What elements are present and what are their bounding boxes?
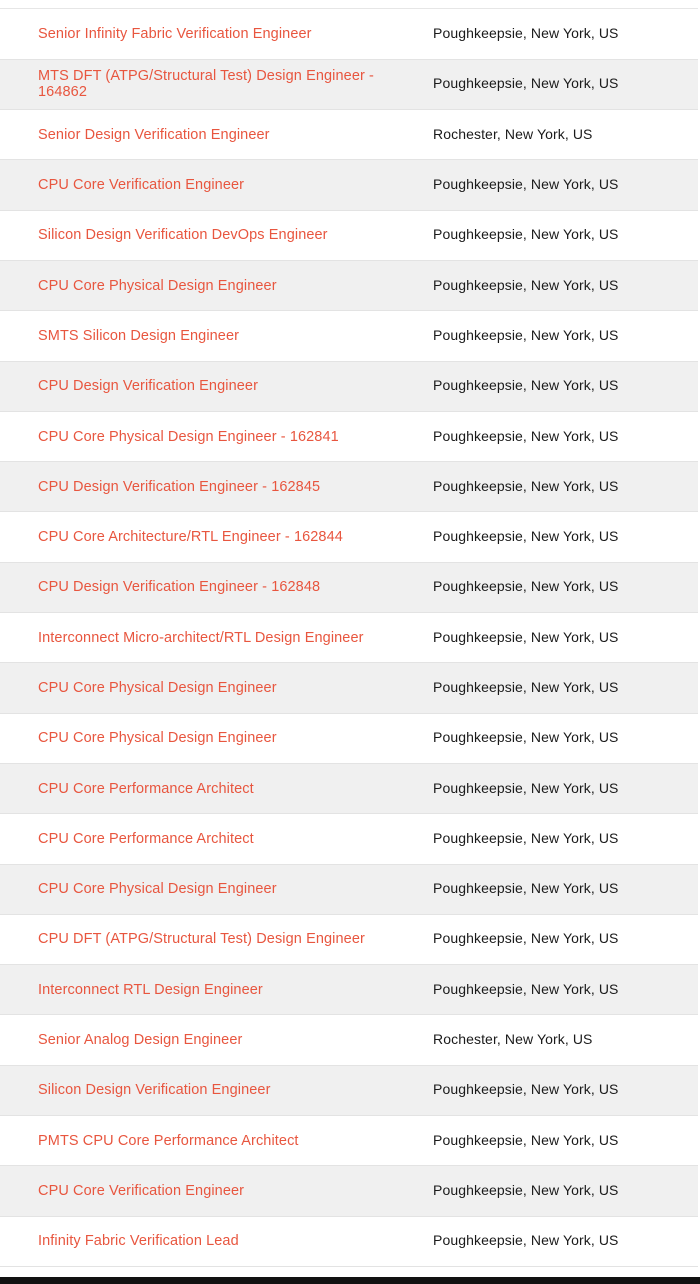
job-title-link[interactable]: CPU Core Physical Design Engineer	[38, 730, 277, 747]
job-location-text: Poughkeepsie, New York, US	[433, 75, 619, 92]
job-location-text: Poughkeepsie, New York, US	[433, 528, 619, 545]
job-title-cell	[0, 59, 408, 109]
job-location-text: Poughkeepsie, New York, US	[433, 427, 619, 444]
table-row[interactable]	[0, 9, 700, 59]
job-location-cell	[408, 814, 700, 864]
table-row[interactable]	[0, 110, 700, 160]
job-location-text: Poughkeepsie, New York, US	[433, 880, 619, 897]
job-title-link[interactable]: CPU Core Physical Design Engineer	[38, 881, 277, 898]
table-row[interactable]	[0, 814, 700, 864]
job-location-cell	[408, 512, 700, 562]
job-title-cell	[0, 210, 408, 260]
table-row[interactable]	[0, 763, 700, 813]
job-title-cell	[0, 9, 408, 59]
job-location-text: Poughkeepsie, New York, US	[433, 578, 619, 595]
job-location-cell	[408, 260, 700, 310]
job-location-cell	[408, 663, 700, 713]
job-location-text: Poughkeepsie, New York, US	[433, 24, 619, 41]
job-location-text: Poughkeepsie, New York, US	[433, 226, 619, 243]
job-title-link[interactable]: CPU Core Physical Design Engineer - 162841	[38, 428, 339, 445]
table-row[interactable]	[0, 59, 700, 109]
job-title-link[interactable]: CPU DFT (ATPG/Structural Test) Design Engineer	[38, 931, 365, 948]
job-location-text: Poughkeepsie, New York, US	[433, 829, 619, 846]
job-location-cell	[408, 763, 700, 813]
job-title-link[interactable]: Senior Design Verification Engineer	[38, 126, 270, 143]
job-location-text: Poughkeepsie, New York, US	[433, 980, 619, 997]
job-title-link[interactable]: Senior Analog Design Engineer	[38, 1032, 243, 1049]
job-location-cell	[408, 613, 700, 663]
job-location-text: Poughkeepsie, New York, US	[433, 276, 619, 293]
job-title-link[interactable]: Interconnect Micro-architect/RTL Design Engineer	[38, 629, 364, 646]
job-title-cell	[0, 260, 408, 310]
job-title-cell	[0, 1116, 408, 1166]
job-title-link[interactable]: MTS DFT (ATPG/Structural Test) Design Engineer - 164862	[38, 67, 374, 100]
job-location-cell	[408, 1216, 700, 1266]
job-title-cell	[0, 965, 408, 1015]
table-row[interactable]	[0, 663, 700, 713]
job-location-cell	[408, 713, 700, 763]
job-title-cell	[0, 613, 408, 663]
job-location-cell	[408, 311, 700, 361]
job-title-cell	[0, 160, 408, 210]
table-row[interactable]	[0, 1166, 700, 1216]
job-location-cell	[408, 210, 700, 260]
table-row[interactable]	[0, 411, 700, 461]
table-row[interactable]	[0, 512, 700, 562]
table-row[interactable]	[0, 914, 700, 964]
job-location-text: Poughkeepsie, New York, US	[433, 1131, 619, 1148]
table-row[interactable]	[0, 1216, 700, 1266]
table-row[interactable]	[0, 311, 700, 361]
job-title-cell	[0, 814, 408, 864]
job-location-cell	[408, 965, 700, 1015]
job-location-text: Poughkeepsie, New York, US	[433, 1232, 619, 1249]
job-title-cell	[0, 411, 408, 461]
job-title-cell	[0, 1015, 408, 1065]
job-title-link[interactable]: CPU Design Verification Engineer - 162848	[38, 579, 321, 596]
table-row[interactable]	[0, 562, 700, 612]
job-title-cell	[0, 1216, 408, 1266]
job-location-text: Rochester, New York, US	[433, 1031, 593, 1048]
job-location-text: Poughkeepsie, New York, US	[433, 930, 619, 947]
job-location-cell	[408, 59, 700, 109]
job-location-cell	[408, 110, 700, 160]
job-title-link[interactable]: CPU Design Verification Engineer	[38, 378, 259, 395]
job-location-text: Poughkeepsie, New York, US	[433, 628, 619, 645]
job-location-text: Rochester, New York, US	[433, 125, 593, 142]
job-title-cell	[0, 763, 408, 813]
table-row[interactable]	[0, 613, 700, 663]
job-location-cell	[408, 1065, 700, 1115]
job-location-text: Poughkeepsie, New York, US	[433, 779, 619, 796]
job-title-cell	[0, 713, 408, 763]
job-location-cell	[408, 462, 700, 512]
job-title-cell	[0, 512, 408, 562]
job-title-link[interactable]: CPU Core Verification Engineer	[38, 1182, 245, 1199]
job-location-cell	[408, 9, 700, 59]
table-top-edge	[0, 0, 700, 9]
job-title-link[interactable]: Infinity Fabric Verification Lead	[38, 1233, 239, 1250]
job-location-text: Poughkeepsie, New York, US	[433, 176, 619, 193]
job-title-link[interactable]: CPU Design Verification Engineer - 162845	[38, 478, 321, 495]
job-location-text: Poughkeepsie, New York, US	[433, 679, 619, 695]
table-row[interactable]	[0, 1015, 700, 1065]
table-row[interactable]	[0, 1065, 700, 1115]
bottom-bar	[0, 1277, 700, 1284]
job-location-text: Poughkeepsie, New York, US	[433, 377, 619, 394]
job-location-text: Poughkeepsie, New York, US	[433, 1181, 619, 1198]
job-title-cell	[0, 663, 408, 713]
table-row[interactable]	[0, 210, 700, 260]
table-row[interactable]	[0, 462, 700, 512]
table-row[interactable]	[0, 160, 700, 210]
job-location-cell	[408, 1166, 700, 1216]
job-title-link[interactable]: Interconnect RTL Design Engineer	[38, 981, 263, 998]
job-location-cell	[408, 914, 700, 964]
job-title-link[interactable]: Senior Infinity Fabric Verification Engineer	[38, 25, 312, 42]
job-location-text: Poughkeepsie, New York, US	[433, 477, 619, 494]
job-title-link[interactable]: Silicon Design Verification DevOps Engineer	[38, 227, 328, 244]
job-location-cell	[408, 361, 700, 411]
job-title-cell	[0, 562, 408, 612]
job-title-cell	[0, 914, 408, 964]
job-title-cell	[0, 864, 408, 914]
job-title-link[interactable]: CPU Core Physical Design Engineer	[38, 277, 277, 294]
job-title-cell	[0, 110, 408, 160]
job-location-cell	[408, 160, 700, 210]
job-title-cell	[0, 361, 408, 411]
table-row[interactable]	[0, 1116, 700, 1166]
job-title-cell	[0, 462, 408, 512]
job-location-cell	[408, 1116, 700, 1166]
job-title-link[interactable]: SMTS Silicon Design Engineer	[38, 327, 240, 344]
job-title-link[interactable]: Silicon Design Verification Engineer	[38, 1082, 271, 1099]
job-results-body	[0, 9, 700, 1266]
job-title-cell	[0, 1166, 408, 1216]
job-location-cell	[408, 1015, 700, 1065]
job-location-cell	[408, 864, 700, 914]
table-row[interactable]	[0, 965, 700, 1015]
job-title-link[interactable]: CPU Core Performance Architect	[38, 830, 254, 847]
job-title-link[interactable]: CPU Core Performance Architect	[38, 780, 254, 797]
job-title-cell	[0, 311, 408, 361]
job-location-cell	[408, 562, 700, 612]
table-row[interactable]	[0, 260, 700, 310]
job-location-cell	[408, 411, 700, 461]
job-title-link[interactable]: CPU Core Verification Engineer	[38, 177, 245, 194]
job-location-text: Poughkeepsie, New York, US	[433, 729, 619, 746]
table-row[interactable]	[0, 864, 700, 914]
job-location-text: Poughkeepsie, New York, US	[433, 326, 619, 343]
job-title-link[interactable]: CPU Core Architecture/RTL Engineer - 162844	[38, 529, 343, 546]
job-results-table	[0, 9, 700, 1267]
job-title-cell	[0, 1065, 408, 1115]
table-row[interactable]	[0, 713, 700, 763]
table-row[interactable]	[0, 361, 700, 411]
job-location-text: Poughkeepsie, New York, US	[433, 1081, 619, 1098]
job-title-link[interactable]: PMTS CPU Core Performance Architect	[38, 1132, 299, 1149]
job-title-link[interactable]: CPU Core Physical Design Engineer	[38, 680, 277, 696]
